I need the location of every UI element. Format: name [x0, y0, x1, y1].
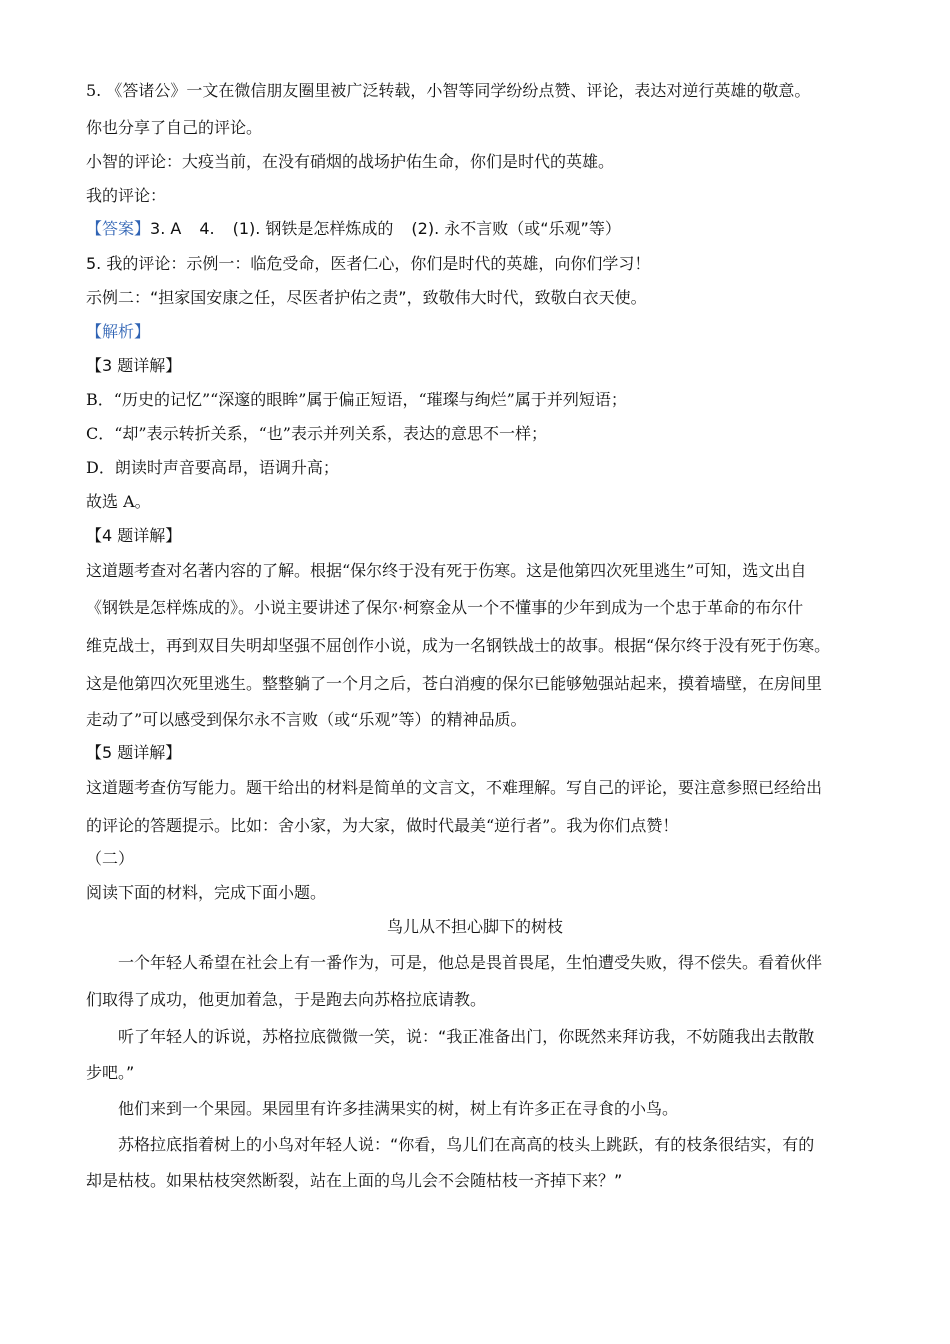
analysis-tag: 【解析】	[86, 322, 151, 341]
q4-heading: 【4 题详解】	[86, 526, 182, 545]
q3-option-d: D．朗读时声音要高昂，语调升高；	[86, 458, 339, 477]
q4-line2: 《钢铁是怎样炼成的》。小说主要讲述了保尔·柯察金从一个不懂事的少年到成为一个忠于革命的布尔什	[86, 598, 804, 617]
section2-instruction: 阅读下面的材料，完成下面小题。	[86, 883, 327, 902]
answer-4-part2: (2). 永不言败（或“乐观”等）	[411, 219, 621, 238]
question5-line2: 你也分享了自己的评论。	[86, 118, 263, 137]
q5-heading: 【5 题详解】	[86, 743, 182, 762]
passage-title: 鸟儿从不担心脚下的树枝	[386, 917, 563, 936]
answer-line	[86, 218, 621, 240]
q3-heading: 【3 题详解】	[86, 356, 182, 375]
q4-line4: 这是他第四次死里逃生。整整躺了一个月之后，苍白消瘦的保尔已能够勉强站起来，摸着墙壁，在房间里	[86, 674, 823, 693]
passage-paragraph1-line1: 一个年轻人希望在社会上有一番作为，可是，他总是畏首畏尾，生怕遭受失败，得不偿失。看着伙伴	[118, 953, 823, 972]
q3-option-b: B．“历史的记忆”“深邃的眼眸”属于偏正短语，“璀璨与绚烂”属于并列短语；	[86, 390, 627, 409]
q3-conclusion: 故选 A。	[86, 492, 151, 511]
passage-paragraph2-line2: 步吧。”	[86, 1063, 135, 1082]
question5-line3: 小智的评论：大疫当前，在没有硝烟的战场护佑生命，你们是时代的英雄。	[86, 152, 615, 171]
question5-line4: 我的评论：	[86, 186, 167, 205]
q4-line5: 走动了”可以感受到保尔永不言败（或“乐观”等）的精神品质。	[86, 710, 527, 729]
q5-line1: 这道题考查仿写能力。题干给出的材料是简单的文言文，不难理解。写自己的评论，要注意参照已经给出	[86, 778, 823, 797]
question5-line1: 5. 《答诸公》一文在微信朋友圈里被广泛转载，小智等同学纷纷点赞、评论，表达对逆行英雄的敬意。	[86, 81, 811, 100]
answer-tag: 【答案】	[86, 219, 151, 238]
passage-paragraph1-line2: 们取得了成功，他更加着急，于是跑去向苏格拉底请教。	[86, 990, 487, 1009]
answer-5-line2: 示例二：“担家国安康之任，尽医者护佑之责”，致敬伟大时代，致敬白衣天使。	[86, 288, 647, 307]
answer-4-part1: (1). 钢铁是怎样炼成的	[232, 219, 394, 238]
q5-line2: 的评论的答题提示。比如：舍小家，为大家，做时代最美“逆行者”。我为你们点赞！	[86, 816, 679, 835]
q4-line1: 这道题考查对名著内容的了解。根据“保尔终于没有死于伤寒。这是他第四次死里逃生”可知，选文出自	[86, 561, 807, 580]
q4-line3: 维克战士，再到双目失明却坚强不屈创作小说，成为一名钢铁战士的故事。根据“保尔终于没有死于伤寒。	[86, 636, 831, 655]
passage-paragraph3-line1: 他们来到一个果园。果园里有许多挂满果实的树，树上有许多正在寻食的小鸟。	[118, 1099, 679, 1118]
answer-5-line1: 5. 我的评论：示例一：临危受命，医者仁心，你们是时代的英雄，向你们学习！	[86, 254, 651, 273]
passage-paragraph2-line1: 听了年轻人的诉说，苏格拉底微微一笑，说：“我正准备出门，你既然来拜访我，不妨随我出去散散	[118, 1027, 815, 1046]
q3-option-c: C．“却”表示转折关系，“也”表示并列关系，表达的意思不一样；	[86, 424, 547, 443]
answer-3: 3. A	[150, 219, 182, 238]
passage-paragraph4-line2: 却是枯枝。如果枯枝突然断裂，站在上面的鸟儿会不会随枯枝一齐掉下来？”	[86, 1171, 623, 1190]
section2-label: （二）	[86, 849, 135, 868]
passage-paragraph4-line1: 苏格拉底指着树上的小鸟对年轻人说：“你看，鸟儿们在高高的枝头上跳跃，有的枝条很结实，有的	[118, 1135, 815, 1154]
answer-4-number: 4.	[199, 219, 215, 238]
